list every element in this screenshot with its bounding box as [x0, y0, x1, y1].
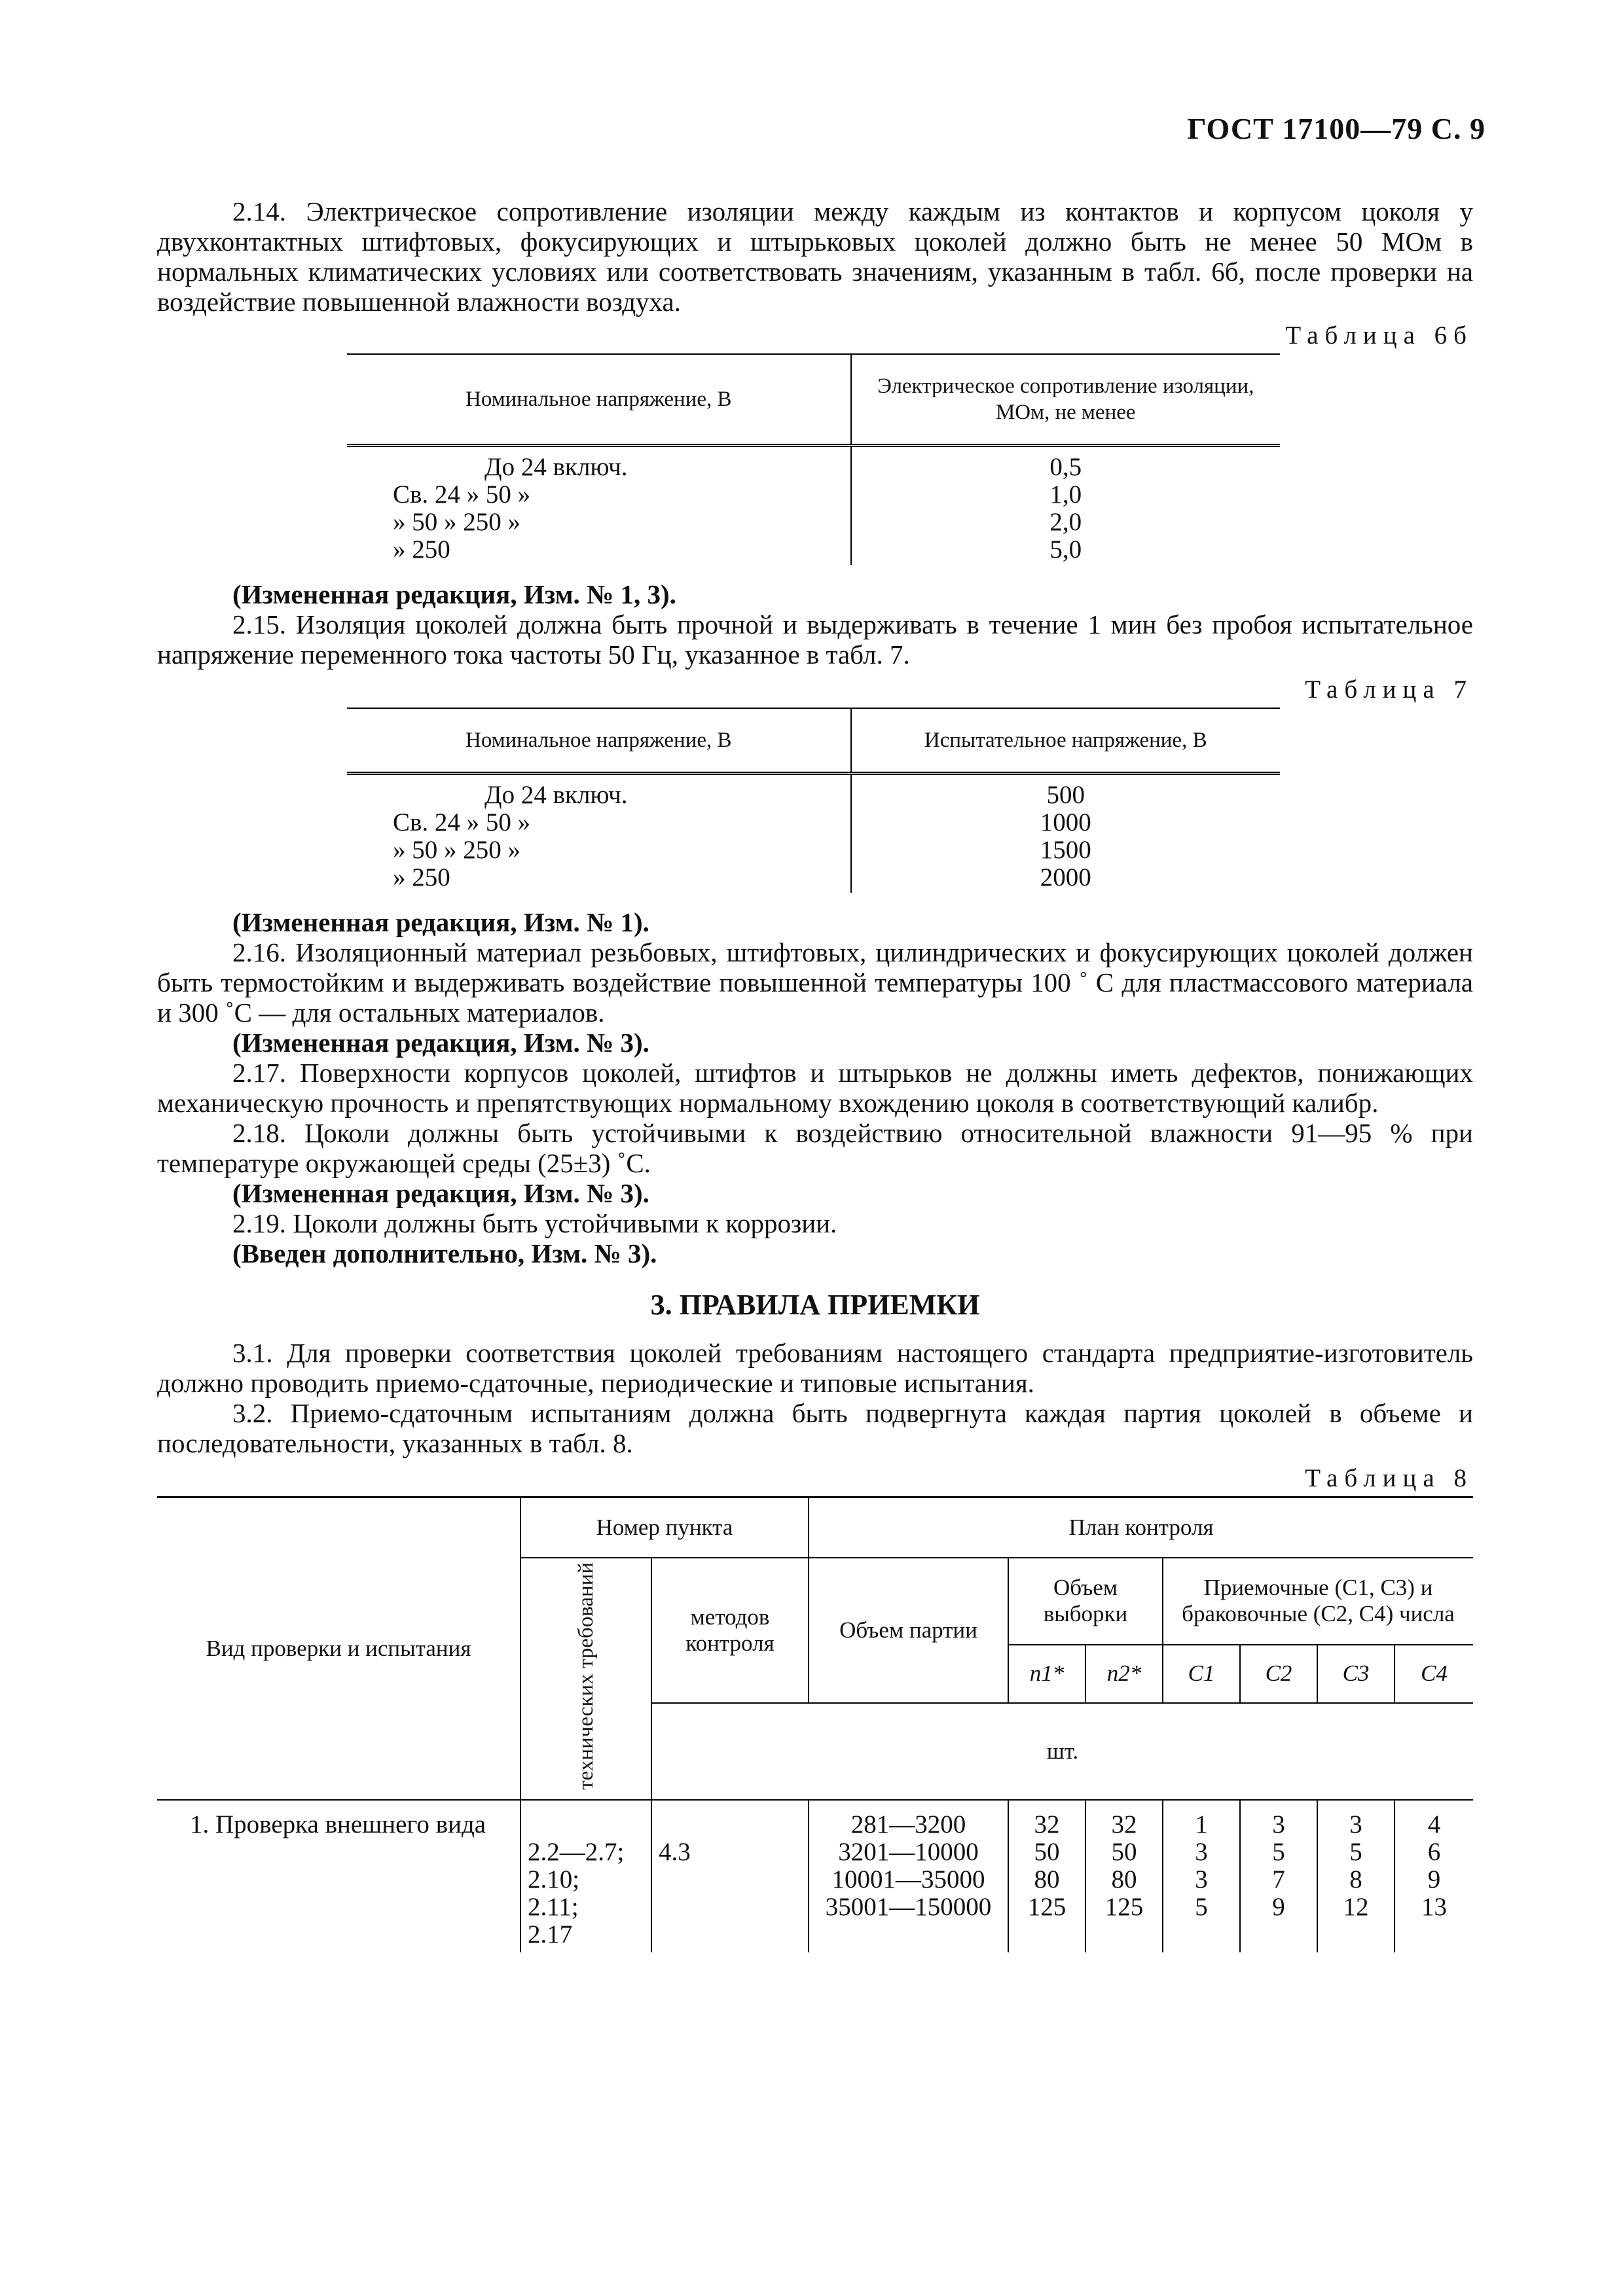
table-cell: 80 [1111, 1865, 1137, 1894]
table-7-values [851, 774, 1281, 893]
paragraph-3-1: 3.1. Для проверки соответствия цоколей требованиям настоящего стандарта предприятие-изготовитель должно проводить приемо-сдаточные, периодические и типовые испытания. [157, 1338, 1473, 1398]
table-cell: 1500 [1040, 836, 1091, 864]
table-6b-caption: Таблица 6б [1285, 321, 1473, 350]
table-cell: 8 [1349, 1865, 1362, 1894]
table-8-h-tech-text: технических требований [574, 1562, 598, 1790]
table-cell: 7 [1272, 1865, 1285, 1894]
table-row: » 50 » 250 » [393, 836, 520, 864]
table-8-h-n2: n2* [1085, 1645, 1163, 1703]
table-row: До 24 включ. [484, 453, 628, 481]
table-cell: 5 [1272, 1838, 1285, 1867]
paragraph-2-17: 2.17. Поверхности корпусов цоколей, штифтов и штырьков не должны иметь дефектов, понижающих механическую прочность и препятствующих нормальному вхождению цоколя в соответствующий калибр. [157, 1058, 1473, 1118]
table-cell: 2.10; [528, 1865, 580, 1894]
section-title: 3. ПРАВИЛА ПРИЕМКИ [650, 1289, 980, 1321]
amendment-note-3: (Измененная редакция, Изм. № 3). [232, 1028, 649, 1058]
table-7-col-voltage: Номинальное напряжение, В [347, 708, 851, 774]
table-8-h-plan: План контроля [809, 1498, 1473, 1558]
table-cell: 1,0 [1049, 480, 1082, 509]
table-cell: 3 [1195, 1865, 1208, 1894]
table-8-c3 [1317, 1800, 1395, 1952]
paragraph-2-18: 2.18. Цоколи должны быть устойчивыми к воздействию относительной влажности 91—95 % при температуре окружающей среды (25±3) ˚С. [157, 1118, 1473, 1178]
table-8-c1 [1163, 1800, 1240, 1952]
table-cell: 281—3200 [850, 1810, 966, 1839]
table-row [157, 1800, 1473, 1952]
table-cell: 50 [1111, 1838, 1137, 1867]
table-row: » 50 » 250 » [393, 508, 520, 536]
table-cell: 5,0 [1049, 535, 1082, 564]
table-cell: 1000 [1040, 808, 1091, 836]
table-8-h-kind: Вид проверки и испытания [157, 1498, 520, 1801]
amendment-note-4: (Измененная редакция, Изм. № 3). [232, 1178, 649, 1208]
table-cell: 10001—35000 [831, 1865, 985, 1894]
table-8-method: 4.3 [651, 1800, 809, 1952]
amendment-note-1: (Измененная редакция, Изм. № 1, 3). [232, 579, 676, 609]
table-cell: 1 [1195, 1810, 1208, 1839]
table-8-n2 [1085, 1800, 1163, 1952]
table-8-h-sample: Объем выборки [1008, 1558, 1163, 1645]
table-6b-values [851, 446, 1281, 565]
table-8-h-point: Номер пункта [520, 1498, 809, 1558]
table-cell: 13 [1421, 1893, 1447, 1922]
table-row: Св. 24 » 50 » [393, 808, 531, 836]
table-8 [157, 1496, 1473, 1952]
table-8-tech-refs [520, 1800, 651, 1952]
amendment-note-2: (Измененная редакция, Изм. № 1). [232, 907, 649, 937]
table-cell: 3 [1349, 1810, 1362, 1839]
table-cell: 12 [1343, 1893, 1369, 1922]
table-row: До 24 включ. [484, 781, 628, 809]
table-cell: 2.2—2.7; [528, 1838, 625, 1867]
table-7 [347, 708, 1280, 893]
table-8-h-units: шт. [651, 1703, 1473, 1800]
paragraph-2-16: 2.16. Изоляционный материал резьбовых, штифтовых, цилиндрических и фокусирующих цоколей должен быть термостойким и выдерживать воздействие повышенной температуры 100 ˚ С для пластмассового материала и 300 ˚С — для остальных материалов. [157, 937, 1473, 1028]
table-cell: 2.11; [528, 1893, 579, 1922]
table-8-c4 [1395, 1800, 1473, 1952]
table-cell: 80 [1034, 1865, 1060, 1894]
page-header: ГОСТ 17100—79 С. 9 [1187, 112, 1486, 145]
paragraph-2-19: 2.19. Цоколи должны быть устойчивыми к коррозии. [232, 1208, 837, 1238]
table-6b-voltages [347, 446, 851, 565]
table-7-caption: Таблица 7 [1305, 675, 1473, 704]
table-cell: 32 [1111, 1810, 1137, 1839]
table-cell: 2.17 [528, 1920, 573, 1949]
table-cell: 2,0 [1049, 508, 1082, 536]
table-6b-col-voltage: Номинальное напряжение, В [347, 354, 851, 446]
table-7-col-test-voltage: Испытательное напряжение, В [924, 728, 1207, 752]
table-cell: 5 [1195, 1893, 1208, 1922]
table-cell: 32 [1034, 1810, 1060, 1839]
table-8-caption: Таблица 8 [1305, 1464, 1473, 1492]
table-8-h-n1: n1* [1008, 1645, 1085, 1703]
table-8-h-c4: C4 [1395, 1645, 1473, 1703]
table-8-h-lot: Объем партии [809, 1558, 1008, 1703]
table-6b [347, 353, 1280, 565]
table-8-h-tech [520, 1558, 651, 1801]
table-8-h-c1: C1 [1163, 1645, 1240, 1703]
table-8-h-c3: C3 [1317, 1645, 1395, 1703]
table-cell: 125 [1104, 1893, 1144, 1922]
table-row: Св. 24 » 50 » [393, 480, 531, 509]
table-cell: 5 [1349, 1838, 1362, 1867]
table-8-c2 [1240, 1800, 1317, 1952]
table-cell: 9 [1272, 1893, 1285, 1922]
table-7-voltages [347, 774, 851, 893]
table-cell: 50 [1034, 1838, 1060, 1867]
table-cell: 3 [1195, 1838, 1208, 1867]
table-6b-col-resistance: Электрическое сопротивление изоляции, МОм, не менее [877, 374, 1254, 424]
paragraph-3-2: 3.2. Приемо-сдаточным испытаниям должна быть подвергнута каждая партия цоколей в объеме и последовательности, указанных в табл. 8. [157, 1398, 1473, 1458]
main-content [157, 196, 1473, 1952]
table-cell: 0,5 [1049, 453, 1082, 481]
table-cell: 2000 [1040, 863, 1091, 891]
table-row: » 250 [393, 863, 450, 891]
table-8-h-methods: методов контроля [651, 1558, 809, 1703]
table-cell: 9 [1427, 1865, 1441, 1894]
table-cell: 4 [1427, 1810, 1441, 1839]
table-8-lots [809, 1800, 1008, 1952]
table-cell: 125 [1027, 1893, 1067, 1922]
table-cell: 35001—150000 [825, 1893, 992, 1922]
table-row: » 250 [393, 535, 450, 564]
table-cell: 500 [1046, 781, 1085, 809]
table-cell: 3201—10000 [838, 1838, 979, 1867]
paragraph-2-14: 2.14. Электрическое сопротивление изоляции между каждым из контактов и корпусом цоколя у двухконтактных штифтовых, фокусирующих и штырьковых цоколей должно быть не менее 50 МОм в нормальных климатических условиях или соответствовать значениям, указанным в табл. 6б, после проверки на воздействие повышенной влажности воздуха. [157, 196, 1473, 317]
table-cell: 6 [1427, 1838, 1441, 1867]
table-8-h-accept: Приемочные (C1, C3) и браковочные (C2, C4) числа [1163, 1558, 1473, 1645]
table-8-kind: 1. Проверка внешнего вида [157, 1800, 520, 1952]
table-8-h-c2: C2 [1240, 1645, 1317, 1703]
paragraph-2-15: 2.15. Изоляция цоколей должна быть прочной и выдерживать в течение 1 мин без пробоя испытательное напряжение переменного тока частоты 50 Гц, указанное в табл. 7. [157, 609, 1473, 670]
table-cell: 3 [1272, 1810, 1285, 1839]
amendment-note-5: (Введен дополнительно, Изм. № 3). [232, 1238, 657, 1268]
table-8-n1 [1008, 1800, 1085, 1952]
